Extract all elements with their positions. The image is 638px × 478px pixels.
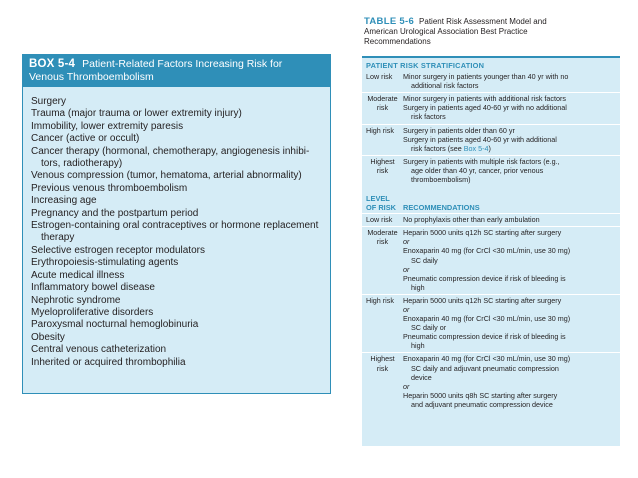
- level-header-line2: OF RISK: [366, 203, 396, 213]
- box-reference-link[interactable]: Box 5-4: [463, 143, 489, 153]
- caption-line1: Patient Risk Assessment Model and: [419, 17, 547, 26]
- rec-high-line: SC daily or: [411, 323, 447, 333]
- list-item: [31, 307, 322, 319]
- rec-high-line: Pneumatic compression device if risk of bleeding is: [403, 332, 566, 342]
- rec-high-line: high: [411, 341, 425, 351]
- risk-description-cell: [403, 94, 620, 121]
- risk-level-text: High risk: [366, 125, 394, 135]
- list-item: [31, 133, 322, 145]
- list-item: [31, 332, 322, 344]
- table-row: [362, 124, 620, 155]
- table-label: TABLE 5-6: [364, 16, 415, 27]
- risk-description-text: risk factors: [411, 112, 446, 122]
- risk-level-text: risk: [376, 165, 389, 175]
- rec-text-low: No prophylaxis other than early ambulation: [403, 215, 540, 225]
- risk-description-text: age older than 40 yr, cancer, prior venous: [411, 165, 544, 175]
- risk-description-line: [403, 144, 616, 153]
- list-item-text: therapy: [41, 232, 75, 244]
- rec-risk-highest-l1: Highest: [370, 354, 395, 364]
- rec-risk-moderate: [362, 228, 403, 292]
- risk-level-cell: [362, 126, 403, 153]
- list-item-text: Selective estrogen receptor modulators: [31, 244, 205, 256]
- rec-highest-line: and adjuvant pneumatic compression device: [411, 399, 553, 409]
- rec-row-high: [362, 294, 620, 353]
- rec-risk-moderate-l1: Moderate: [367, 228, 398, 238]
- box-label: BOX 5-4: [29, 58, 76, 70]
- list-item: [31, 208, 322, 220]
- list-item: [31, 121, 322, 133]
- list-item-text: Pregnancy and the postpartum period: [31, 207, 199, 219]
- rec-row-moderate: [362, 226, 620, 294]
- table-row: [362, 92, 620, 123]
- risk-description-line: [403, 72, 616, 81]
- risk-description-text: Minor surgery in patients with additional risk factors: [403, 94, 566, 104]
- rec-highest-line: Heparin 5000 units q8h SC starting after surgery: [403, 390, 558, 400]
- rec-risk-highest-l2: risk: [376, 363, 389, 373]
- list-item: [31, 295, 322, 307]
- risk-description-line: [403, 103, 616, 112]
- table-caption: [364, 17, 624, 47]
- rec-high-line: Enoxaparin 40 mg (for CrCl <30 mL/min, use 30 mg): [403, 314, 571, 324]
- level-header: [362, 194, 403, 212]
- list-item: [31, 357, 322, 369]
- list-item-text: tors, radiotherapy): [41, 158, 123, 170]
- risk-description-text: risk factors (see: [411, 143, 464, 153]
- list-item-text: Inherited or acquired thrombophilia: [31, 356, 186, 368]
- risk-description-line: [403, 135, 616, 144]
- list-item-text: Estrogen-containing oral contraceptives or hormone replacement: [31, 220, 319, 232]
- list-item: [31, 245, 322, 257]
- risk-description-text: thromboembolism): [411, 175, 471, 185]
- rec-text-high: [403, 296, 620, 351]
- list-item: [31, 108, 322, 120]
- risk-level-text: Highest: [370, 156, 395, 166]
- rec-risk-low: Low risk: [366, 215, 393, 225]
- caption-line2: American Urological Association Best Practice: [364, 27, 528, 36]
- risk-description-text: Minor surgery in patients younger than 40 yr with no: [403, 72, 569, 82]
- list-item: [31, 195, 322, 207]
- risk-description-line: [403, 126, 616, 135]
- rec-risk-high: High risk: [366, 295, 394, 305]
- risk-description-line: [403, 112, 616, 121]
- list-item-text: Obesity: [31, 331, 65, 343]
- table-row: [362, 71, 620, 92]
- rec-text-highest: [403, 354, 620, 409]
- rec-moderate-line: SC daily: [411, 255, 438, 265]
- rec-moderate-line: high: [411, 282, 425, 292]
- table-5-6: [362, 56, 620, 446]
- list-item-text: Myeloproliferative disorders: [31, 306, 154, 318]
- risk-description-cell: [403, 157, 620, 184]
- rec-row-highest: [362, 352, 620, 411]
- rec-moderate-line: Pneumatic compression device if risk of bleeding is: [403, 273, 566, 283]
- rec-moderate-or: or: [403, 264, 410, 274]
- rec-risk-highest: [362, 354, 403, 409]
- list-item: [31, 282, 322, 294]
- risk-level-cell: [362, 157, 403, 184]
- list-item: [31, 170, 322, 182]
- list-item-text: Cancer (active or occult): [31, 133, 140, 145]
- box-title-line2: Venous Thromboembolism: [29, 71, 154, 83]
- caption-line3: Recommendations: [364, 37, 431, 46]
- rec-text-moderate: [403, 228, 620, 292]
- rec-highest-or: or: [403, 381, 410, 391]
- table-row: [362, 155, 620, 186]
- stratification-header: PATIENT RISK STRATIFICATION: [362, 56, 620, 71]
- rec-moderate-line: Heparin 5000 units q12h SC starting after surgery: [403, 228, 562, 238]
- risk-description-line: [403, 94, 616, 103]
- rec-moderate-or: or: [403, 237, 410, 247]
- list-item-text: Increasing age: [31, 195, 97, 207]
- risk-description-text: ): [488, 143, 491, 153]
- rec-highest-line: device: [411, 372, 432, 382]
- list-item-text: Venous compression (tumor, hematoma, arterial abnormality): [31, 170, 302, 182]
- rec-row-low: [362, 213, 620, 226]
- recommendations-header: RECOMMENDATIONS: [403, 203, 480, 213]
- list-item: [31, 183, 322, 195]
- rec-highest-line: Enoxaparin 40 mg (for CrCl <30 mL/min, use 30 mg): [403, 354, 571, 364]
- risk-factor-list: [23, 87, 330, 369]
- risk-description-text: Surgery in patients aged 40-60 yr with additional: [403, 134, 557, 144]
- recommendations-header-row: [362, 194, 620, 213]
- risk-description-line: [403, 175, 616, 184]
- box-5-4: [22, 54, 331, 394]
- box-header: [23, 55, 330, 87]
- list-item: [31, 270, 322, 282]
- stratification-rows: [362, 71, 620, 186]
- list-item-text: Paroxysmal nocturnal hemoglobinuria: [31, 319, 199, 331]
- list-item: [31, 96, 322, 108]
- risk-description-line: [403, 166, 616, 175]
- risk-description-text: additional risk factors: [411, 81, 479, 91]
- list-item-text: Trauma (major trauma or lower extremity injury): [31, 108, 242, 120]
- list-item: [31, 344, 322, 356]
- level-header-line1: LEVEL: [366, 194, 390, 204]
- list-item-text: Inflammatory bowel disease: [31, 282, 155, 294]
- rec-highest-line: SC daily and adjuvant pneumatic compression: [411, 363, 559, 373]
- list-item-text: Nephrotic syndrome: [31, 294, 121, 306]
- risk-description-text: Surgery in patients with multiple risk factors (e.g.,: [403, 156, 560, 166]
- list-item: [31, 220, 322, 245]
- risk-description-line: [403, 157, 616, 166]
- list-item: [31, 257, 322, 269]
- list-item-text: Central venous catheterization: [31, 344, 167, 356]
- risk-level-text: Moderate: [367, 94, 398, 104]
- risk-level-text: risk: [376, 103, 389, 113]
- list-item-text: Cancer therapy (hormonal, chemotherapy, angiogenesis inhibi-: [31, 145, 310, 157]
- list-item-text: Previous venous thromboembolism: [31, 182, 188, 194]
- risk-level-cell: [362, 72, 403, 90]
- risk-description-cell: [403, 126, 620, 153]
- list-item-text: Erythropoiesis-stimulating agents: [31, 257, 179, 269]
- rec-high-line: Heparin 5000 units q12h SC starting after surgery: [403, 295, 562, 305]
- risk-level-text: Low risk: [366, 72, 393, 82]
- risk-description-line: [403, 81, 616, 90]
- list-item-text: Surgery: [31, 96, 67, 107]
- list-item: [31, 319, 322, 331]
- risk-description-text: Surgery in patients aged 40-60 yr with no additional: [403, 103, 567, 113]
- list-item: [31, 146, 322, 171]
- list-item-text: Immobility, lower extremity paresis: [31, 120, 184, 132]
- rec-moderate-line: Enoxaparin 40 mg (for CrCl <30 mL/min, use 30 mg): [403, 246, 571, 256]
- box-title-line1: Patient-Related Factors Increasing Risk for: [82, 58, 283, 70]
- rec-risk-moderate-l2: risk: [376, 237, 389, 247]
- list-item-text: Acute medical illness: [31, 269, 125, 281]
- risk-description-cell: [403, 72, 620, 90]
- risk-description-text: Surgery in patients older than 60 yr: [403, 125, 515, 135]
- rec-high-or: or: [403, 304, 410, 314]
- risk-level-cell: [362, 94, 403, 121]
